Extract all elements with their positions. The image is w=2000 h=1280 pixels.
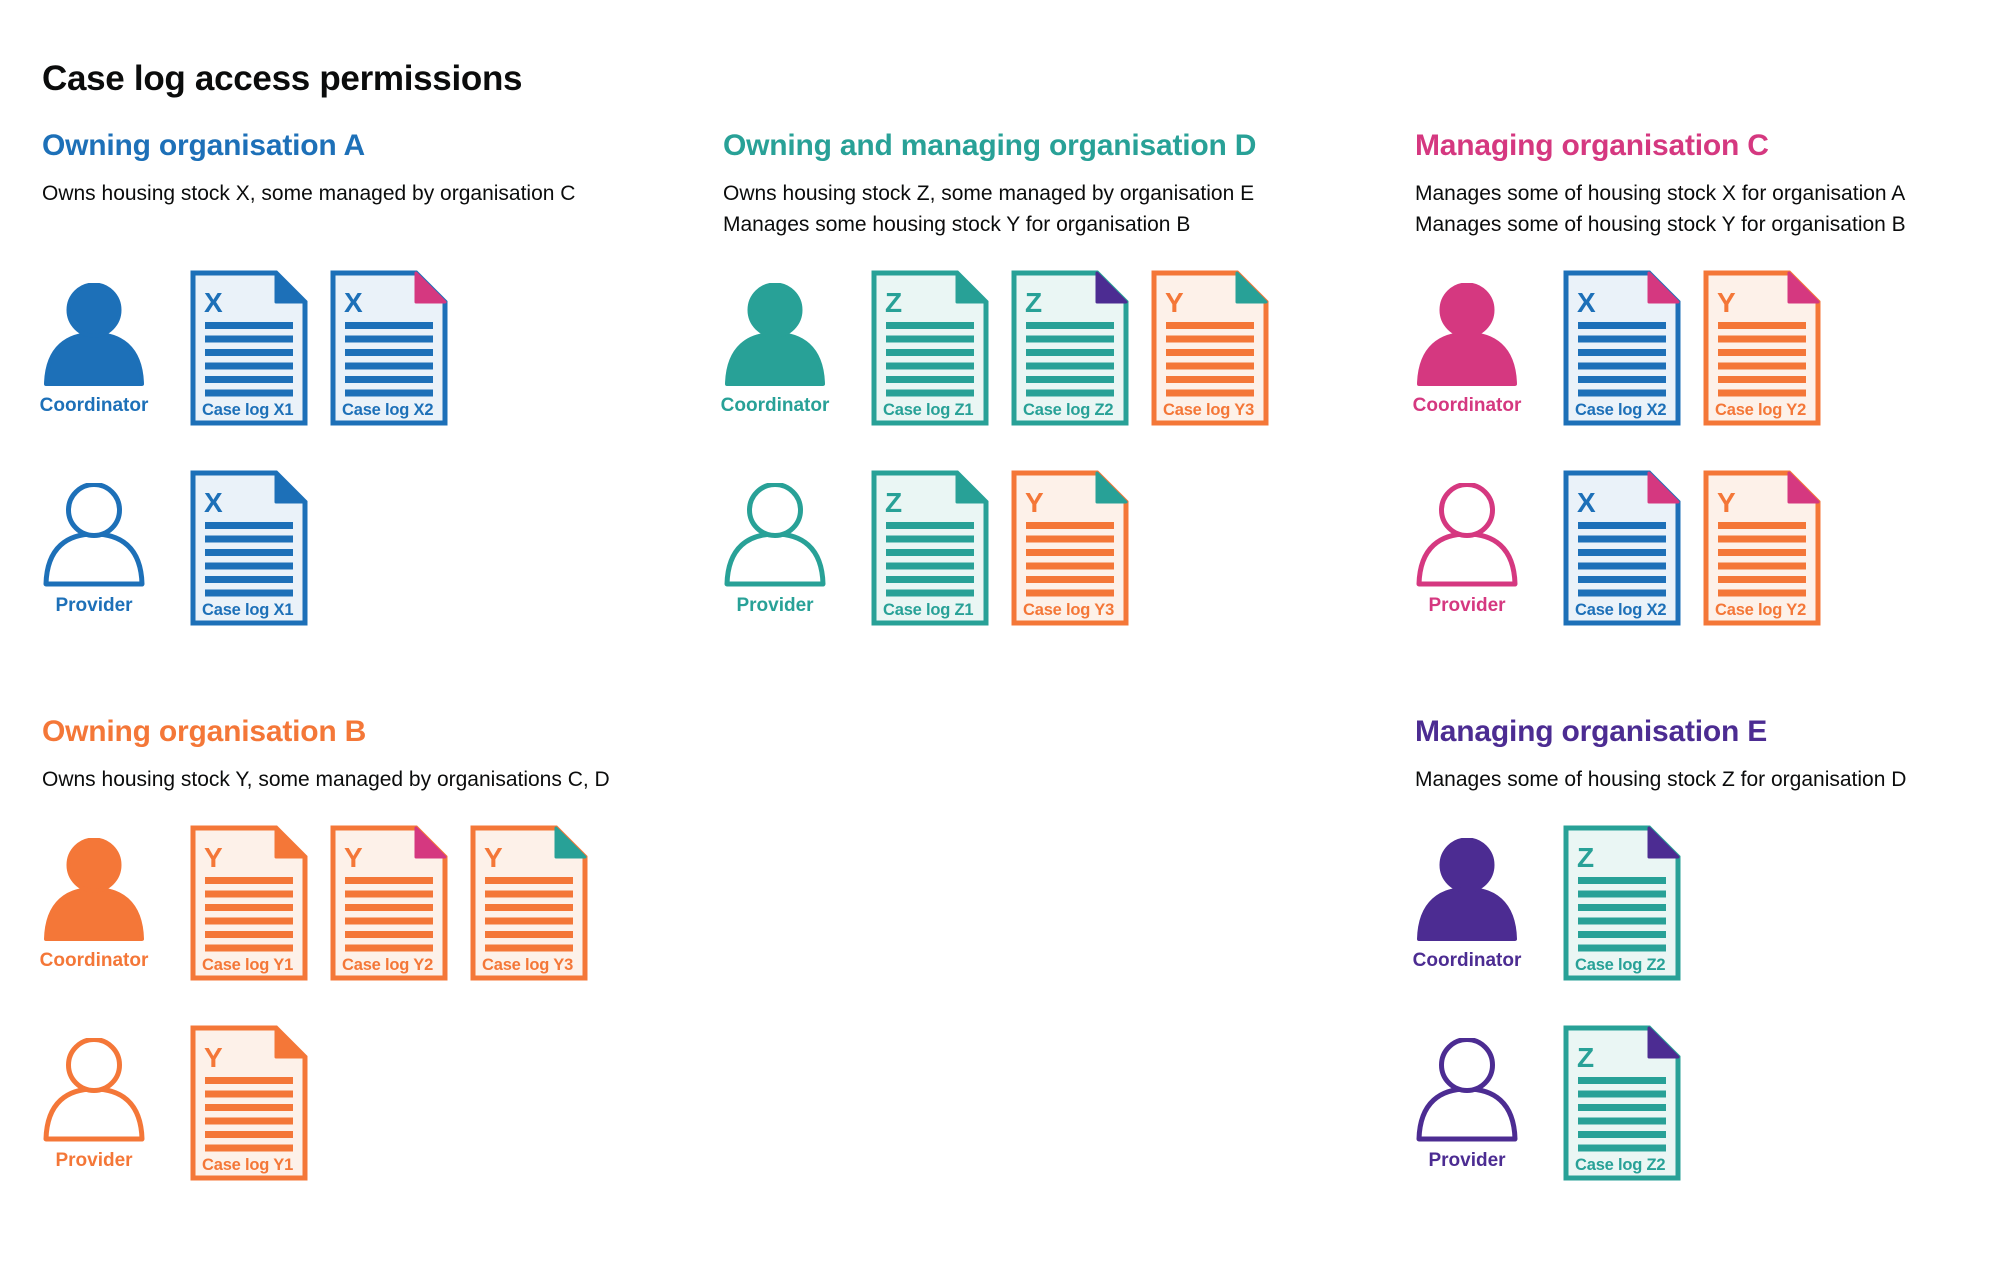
doc-stock-letter: Y bbox=[484, 842, 503, 873]
doc-stock-letter: Z bbox=[1577, 842, 1595, 873]
doc-label: Case log X2 bbox=[342, 401, 434, 419]
document-icon bbox=[1151, 270, 1269, 426]
section-subtitle bbox=[1415, 178, 1990, 240]
doc-stock-letter: X bbox=[1577, 487, 1596, 518]
document-icon bbox=[190, 825, 308, 981]
person-block bbox=[723, 470, 827, 617]
doc-stock-letter: X bbox=[204, 487, 223, 518]
role-row bbox=[1415, 470, 1990, 626]
person-block bbox=[39, 270, 149, 417]
folded-corner-icon bbox=[1789, 473, 1818, 502]
folded-corner-icon bbox=[416, 828, 445, 857]
provider-icon bbox=[43, 1038, 145, 1142]
doc-label: Case log Z1 bbox=[883, 401, 974, 419]
doc-label: Case log X1 bbox=[202, 601, 294, 619]
case-log-document bbox=[190, 825, 308, 981]
subtitle-line: Owns housing stock X, some managed by organisation C bbox=[42, 182, 576, 205]
case-log-document bbox=[1563, 825, 1681, 981]
subtitle-line: Manages some of housing stock Y for organisation B bbox=[1415, 213, 1906, 236]
person-block bbox=[720, 270, 830, 417]
role-label: Coordinator bbox=[1412, 950, 1522, 971]
doc-list bbox=[1563, 1025, 1703, 1181]
section-rows bbox=[39, 270, 702, 626]
organisation-section-org-a bbox=[39, 128, 702, 626]
role-label: Provider bbox=[1428, 1150, 1506, 1171]
doc-stock-letter: Z bbox=[1025, 287, 1043, 318]
role-row bbox=[1412, 825, 1990, 981]
section-subtitle bbox=[723, 178, 1383, 240]
role-label: Provider bbox=[736, 595, 814, 616]
case-log-document bbox=[190, 270, 308, 426]
doc-stock-letter: X bbox=[344, 287, 363, 318]
provider-icon bbox=[724, 483, 826, 587]
doc-label: Case log Y3 bbox=[1023, 601, 1115, 619]
folded-corner-icon bbox=[556, 828, 585, 857]
folded-corner-icon bbox=[276, 1028, 305, 1057]
document-icon bbox=[470, 825, 588, 981]
case-log-document bbox=[330, 825, 448, 981]
case-log-document bbox=[1563, 1025, 1681, 1181]
section-rows bbox=[39, 825, 702, 1181]
folded-corner-icon bbox=[1649, 473, 1678, 502]
case-log-document bbox=[190, 1025, 308, 1181]
role-row bbox=[720, 270, 1383, 426]
doc-stock-letter: Z bbox=[1577, 1042, 1595, 1073]
document-icon bbox=[190, 1025, 308, 1181]
doc-label: Case log Y1 bbox=[202, 956, 294, 974]
doc-label: Case log Y2 bbox=[342, 956, 434, 974]
role-label: Provider bbox=[55, 595, 133, 616]
document-icon bbox=[1563, 470, 1681, 626]
case-log-document bbox=[1703, 470, 1821, 626]
role-row bbox=[39, 825, 702, 981]
document-icon bbox=[1703, 270, 1821, 426]
role-label: Coordinator bbox=[720, 395, 830, 416]
doc-label: Case log Z2 bbox=[1575, 956, 1666, 974]
doc-stock-letter: Y bbox=[1717, 487, 1736, 518]
folded-corner-icon bbox=[416, 273, 445, 302]
doc-list bbox=[190, 270, 470, 426]
organisation-section-org-c bbox=[1412, 128, 1990, 626]
section-heading: Managing organisation E bbox=[1415, 715, 1768, 748]
folded-corner-icon bbox=[1097, 273, 1126, 302]
doc-stock-letter: X bbox=[1577, 287, 1596, 318]
provider-icon bbox=[1416, 483, 1518, 587]
doc-stock-letter: Z bbox=[885, 287, 903, 318]
document-icon bbox=[1011, 470, 1129, 626]
doc-list bbox=[1563, 825, 1703, 981]
coordinator-icon bbox=[43, 838, 145, 942]
person-block bbox=[39, 825, 149, 972]
doc-label: Case log Y3 bbox=[1163, 401, 1255, 419]
doc-label: Case log Z2 bbox=[1023, 401, 1114, 419]
person-block bbox=[42, 470, 146, 617]
document-icon bbox=[1563, 1025, 1681, 1181]
document-icon bbox=[190, 270, 308, 426]
document-icon bbox=[1703, 470, 1821, 626]
role-row bbox=[723, 470, 1383, 626]
folded-corner-icon bbox=[1789, 273, 1818, 302]
doc-list bbox=[190, 1025, 330, 1181]
provider-icon bbox=[43, 483, 145, 587]
role-label: Provider bbox=[55, 1150, 133, 1171]
document-icon bbox=[871, 470, 989, 626]
folded-corner-icon bbox=[1649, 828, 1678, 857]
doc-stock-letter: Y bbox=[1717, 287, 1736, 318]
case-log-document bbox=[871, 470, 989, 626]
role-row bbox=[42, 1025, 702, 1181]
person-block bbox=[1412, 270, 1522, 417]
document-icon bbox=[330, 270, 448, 426]
section-heading: Owning organisation B bbox=[42, 715, 367, 748]
organisation-section-org-b bbox=[39, 714, 702, 1181]
doc-label: Case log X2 bbox=[1575, 401, 1667, 419]
case-log-document bbox=[470, 825, 588, 981]
doc-label: Case log Z2 bbox=[1575, 1156, 1666, 1174]
section-heading: Managing organisation C bbox=[1415, 129, 1769, 162]
subtitle-line: Owns housing stock Z, some managed by organisation E bbox=[723, 182, 1255, 205]
role-label: Coordinator bbox=[39, 950, 149, 971]
doc-stock-letter: X bbox=[204, 287, 223, 318]
page-title: Case log access permissions bbox=[42, 59, 523, 99]
folded-corner-icon bbox=[1237, 273, 1266, 302]
doc-stock-letter: Y bbox=[204, 842, 223, 873]
role-label: Coordinator bbox=[1412, 395, 1522, 416]
folded-corner-icon bbox=[1649, 273, 1678, 302]
doc-list bbox=[190, 470, 330, 626]
doc-label: Case log X2 bbox=[1575, 601, 1667, 619]
subtitle-line: Manages some of housing stock X for organisation A bbox=[1415, 182, 1906, 205]
document-icon bbox=[871, 270, 989, 426]
organisation-section-org-d bbox=[720, 128, 1383, 626]
doc-label: Case log Y2 bbox=[1715, 401, 1807, 419]
case-log-document bbox=[1151, 270, 1269, 426]
doc-list bbox=[871, 270, 1291, 426]
doc-stock-letter: Y bbox=[344, 842, 363, 873]
document-icon bbox=[1563, 825, 1681, 981]
coordinator-icon bbox=[43, 283, 145, 387]
section-rows bbox=[1412, 270, 1990, 626]
section-subtitle bbox=[42, 178, 702, 240]
case-log-document bbox=[1703, 270, 1821, 426]
case-log-document bbox=[330, 270, 448, 426]
subtitle-line: Manages some housing stock Y for organisation B bbox=[723, 213, 1191, 236]
subtitle-line: Manages some of housing stock Z for organisation D bbox=[1415, 768, 1907, 791]
doc-list bbox=[871, 470, 1151, 626]
doc-stock-letter: Y bbox=[1025, 487, 1044, 518]
folded-corner-icon bbox=[1097, 473, 1126, 502]
section-heading: Owning organisation A bbox=[42, 129, 366, 162]
doc-stock-letter: Y bbox=[204, 1042, 223, 1073]
role-label: Provider bbox=[1428, 595, 1506, 616]
doc-list bbox=[190, 825, 610, 981]
subtitle-line: Owns housing stock Y, some managed by organisations C, D bbox=[42, 768, 610, 791]
doc-label: Case log Z1 bbox=[883, 601, 974, 619]
person-block bbox=[1415, 1025, 1519, 1172]
person-block bbox=[1412, 825, 1522, 972]
document-icon bbox=[1011, 270, 1129, 426]
document-icon bbox=[1563, 270, 1681, 426]
document-icon bbox=[330, 825, 448, 981]
case-log-document bbox=[1563, 470, 1681, 626]
coordinator-icon bbox=[1416, 838, 1518, 942]
folded-corner-icon bbox=[276, 828, 305, 857]
section-heading: Owning and managing organisation D bbox=[723, 129, 1257, 162]
case-log-document bbox=[1563, 270, 1681, 426]
doc-label: Case log Y3 bbox=[482, 956, 574, 974]
case-log-document bbox=[1011, 270, 1129, 426]
role-row bbox=[1415, 1025, 1990, 1181]
folded-corner-icon bbox=[957, 473, 986, 502]
section-rows bbox=[720, 270, 1383, 626]
doc-stock-letter: Y bbox=[1165, 287, 1184, 318]
doc-list bbox=[1563, 270, 1843, 426]
case-log-document bbox=[190, 470, 308, 626]
doc-label: Case log X1 bbox=[202, 401, 294, 419]
doc-label: Case log Y1 bbox=[202, 1156, 294, 1174]
doc-stock-letter: Z bbox=[885, 487, 903, 518]
document-icon bbox=[190, 470, 308, 626]
section-subtitle bbox=[1415, 764, 1990, 795]
doc-list bbox=[1563, 470, 1843, 626]
person-block bbox=[1415, 470, 1519, 617]
folded-corner-icon bbox=[276, 473, 305, 502]
role-row bbox=[1412, 270, 1990, 426]
case-log-document bbox=[1011, 470, 1129, 626]
person-block bbox=[42, 1025, 146, 1172]
case-log-document bbox=[871, 270, 989, 426]
doc-label: Case log Y2 bbox=[1715, 601, 1807, 619]
folded-corner-icon bbox=[1649, 1028, 1678, 1057]
organisation-section-org-e bbox=[1412, 714, 1990, 1181]
coordinator-icon bbox=[1416, 283, 1518, 387]
section-subtitle bbox=[42, 764, 702, 795]
coordinator-icon bbox=[724, 283, 826, 387]
role-row bbox=[42, 470, 702, 626]
folded-corner-icon bbox=[957, 273, 986, 302]
folded-corner-icon bbox=[276, 273, 305, 302]
provider-icon bbox=[1416, 1038, 1518, 1142]
section-rows bbox=[1412, 825, 1990, 1181]
role-label: Coordinator bbox=[39, 395, 149, 416]
role-row bbox=[39, 270, 702, 426]
